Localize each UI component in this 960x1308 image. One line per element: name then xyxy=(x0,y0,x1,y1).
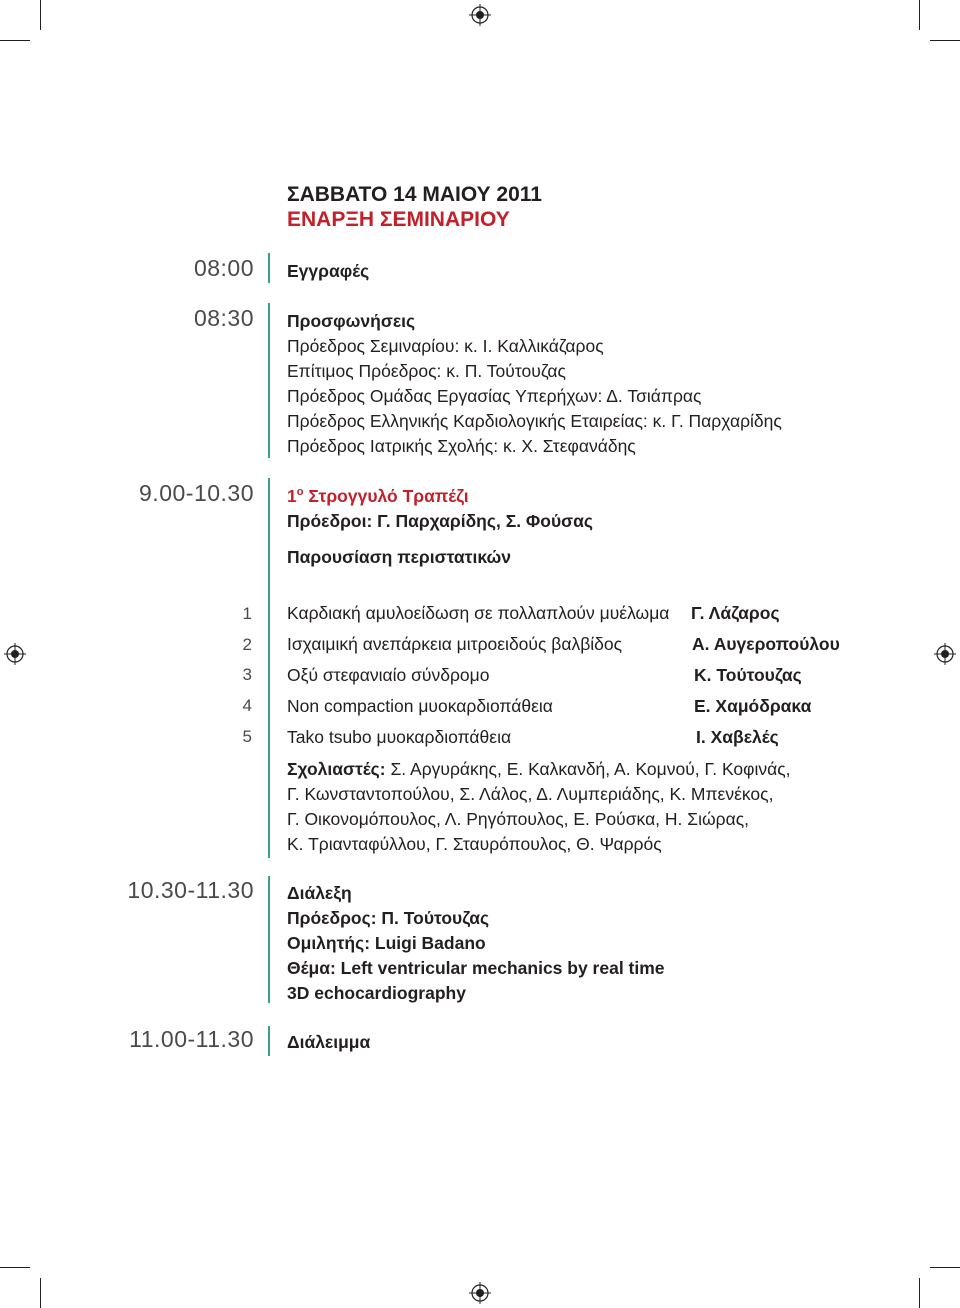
commentators-line: Κ. Τριανταφύλλου, Γ. Σταυρόπουλος, Θ. Ψαρρός xyxy=(287,834,662,854)
talk-title: Non compaction μυοκαρδιοπάθεια xyxy=(287,696,553,716)
crop-mark xyxy=(930,40,960,41)
registration-mark-icon xyxy=(934,643,956,665)
page-subtitle: ΕΝΑΡΞΗ ΣΕΜΙΝΑΡΙΟΥ xyxy=(287,208,510,231)
talk-speaker: Α. Αυγεροπούλου xyxy=(692,634,840,654)
talk-speaker: Κ. Τούτουζας xyxy=(694,665,802,685)
welcome-line: Πρόεδρος Ελληνικής Καρδιολογικής Εταιρείας: κ. Γ. Παρχαρίδης xyxy=(287,411,782,431)
commentators-line: Γ. Οικονομόπουλος, Λ. Ρηγόπουλος, Ε. Ρούσκα, Η. Σιώρας, xyxy=(287,809,750,829)
session-title xyxy=(287,486,469,507)
welcome-line: Πρόεδρος Σεμιναρίου: κ. Ι. Καλλικάζαρος xyxy=(287,336,604,356)
talk-number: 4 xyxy=(242,696,252,715)
talk-number: 2 xyxy=(242,635,252,654)
lecture-topic: 3D echocardiography xyxy=(287,983,466,1003)
registration-mark-icon xyxy=(469,1282,491,1304)
talk-title: Tako tsubo μυοκαρδιοπάθεια xyxy=(287,727,512,747)
talk-title: Ισχαιμική ανεπάρκεια μιτροειδούς βαλβίδος xyxy=(287,634,623,654)
lecture-topic: Θέμα: Left ventricular mechanics by real time xyxy=(287,958,665,978)
commentators-names: Σ. Αργυράκης, Ε. Καλκανδή, Α. Κομνού, Γ. Κοφινάς, xyxy=(385,759,791,779)
talk-speaker: Γ. Λάζαρος xyxy=(691,603,780,623)
talk-speaker: Ε. Χαμόδρακα xyxy=(694,696,812,716)
timeline-rule xyxy=(268,253,270,283)
lecture-chair: Πρόεδρος: Π. Τούτουζας xyxy=(287,908,490,928)
welcome-line: Πρόεδρος Ιατρικής Σχολής: κ. Χ. Στεφανάδης xyxy=(287,436,636,456)
session-title: Διάλεξη xyxy=(287,883,352,903)
commentators-label: Σχολιαστές: xyxy=(287,759,386,779)
roundtable-ordinal: ο xyxy=(296,486,304,499)
roundtable-number: 1 xyxy=(287,486,297,506)
commentators-line: Γ. Κωνσταντοπούλου, Σ. Λάλος, Δ. Λυμπεριάδης, Κ. Μπενέκος, xyxy=(287,784,774,804)
commentators-line xyxy=(287,759,791,780)
cases-heading: Παρουσίαση περιστατικών xyxy=(287,547,512,567)
timeline-rule xyxy=(268,876,270,1003)
talk-number: 5 xyxy=(242,727,252,746)
welcome-line: Πρόεδρος Ομάδας Εργασίας Υπερήχων: Δ. Τσιάπρας xyxy=(287,386,702,406)
timeline-rule xyxy=(268,303,270,458)
session-time: 11.00-11.30 xyxy=(129,1026,254,1052)
crop-mark xyxy=(40,1278,41,1308)
session-time: 08:00 xyxy=(193,255,254,281)
welcome-line: Επίτιμος Πρόεδρος: κ. Π. Τούτουζας xyxy=(287,361,566,381)
registration-mark-icon xyxy=(469,4,491,26)
crop-mark xyxy=(0,40,30,41)
crop-mark xyxy=(0,1267,30,1268)
session-time: 9.00-10.30 xyxy=(139,480,254,506)
talk-number: 1 xyxy=(242,604,252,623)
roundtable-title: Στρογγυλό Τραπέζι xyxy=(308,486,469,506)
session-chairs: Πρόεδροι: Γ. Παρχαρίδης, Σ. Φούσας xyxy=(287,511,593,531)
talk-title: Οξύ στεφανιαίο σύνδρομο xyxy=(287,665,490,685)
session-time: 08:30 xyxy=(193,305,254,331)
crop-mark xyxy=(919,1278,920,1308)
crop-mark xyxy=(930,1267,960,1268)
session-time: 10.30-11.30 xyxy=(127,877,254,903)
timeline-rule xyxy=(268,1026,270,1056)
talk-speaker: Ι. Χαβελές xyxy=(696,727,779,747)
crop-mark xyxy=(919,0,920,30)
crop-mark xyxy=(40,0,41,30)
timeline-rule xyxy=(268,478,270,858)
page-title: ΣΑΒΒΑΤΟ 14 ΜΑΙΟΥ 2011 xyxy=(287,183,542,206)
session-title: Διάλειμμα xyxy=(287,1032,371,1052)
talk-title: Καρδιακή αμυλοείδωση σε πολλαπλούν μυέλωμα xyxy=(287,603,670,623)
session-title: Προσφωνήσεις xyxy=(287,311,416,331)
session-title: Εγγραφές xyxy=(287,261,370,281)
lecture-speaker: Ομιλητής: Luigi Badano xyxy=(287,933,486,953)
talk-number: 3 xyxy=(242,665,252,684)
